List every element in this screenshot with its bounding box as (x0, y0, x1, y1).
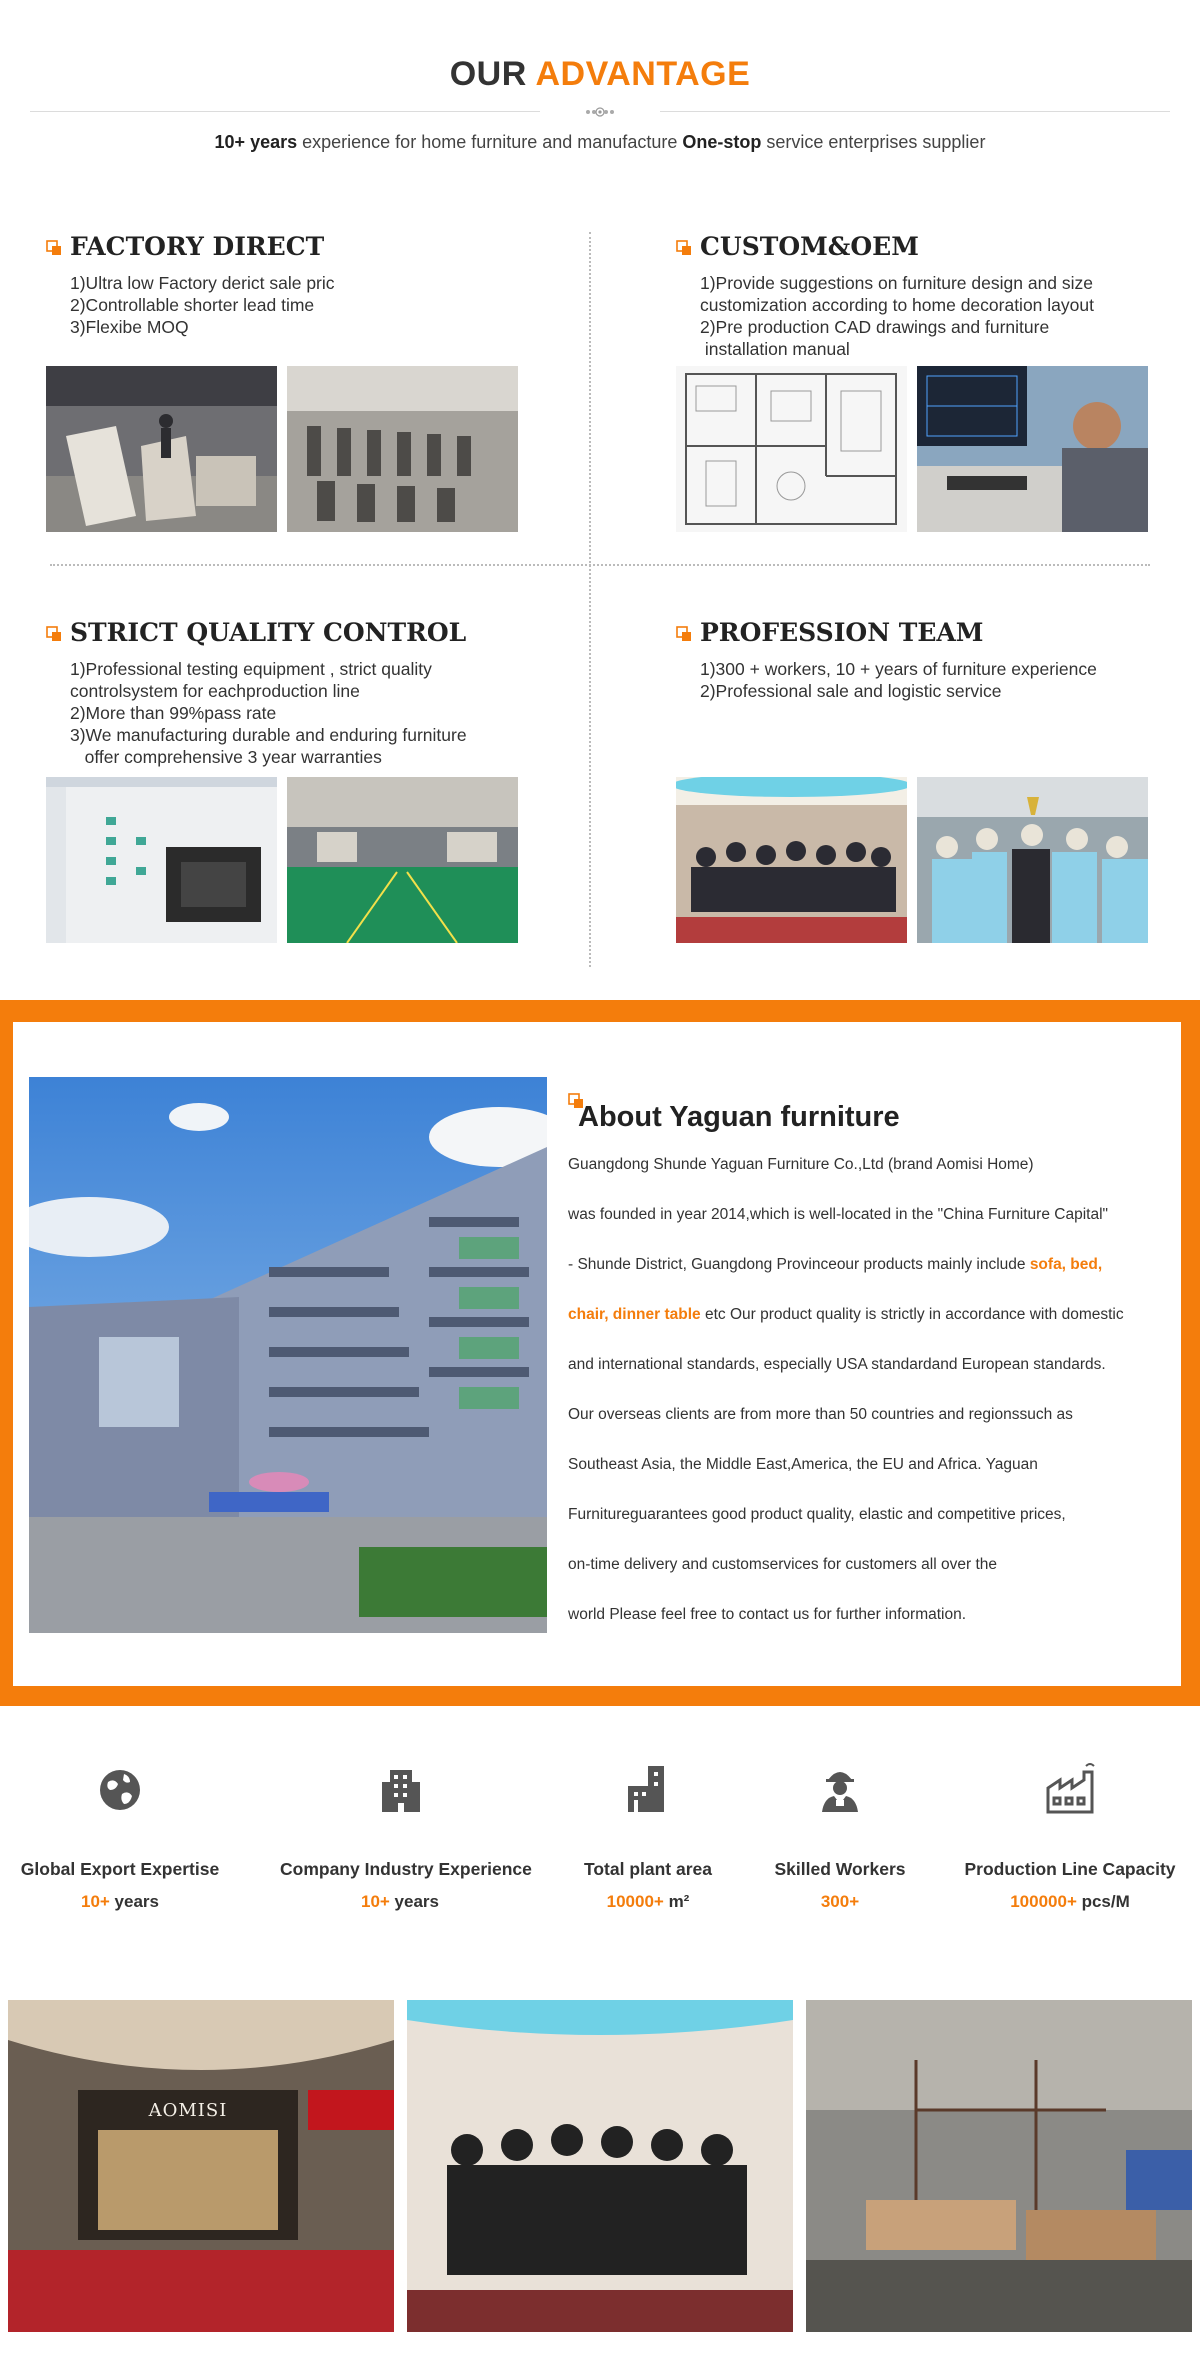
advantage-title: CUSTOM&OEM (700, 232, 919, 261)
advantage-title: PROFESSION TEAM (700, 618, 984, 647)
about-line: and international standards, especially USA standardand European standards. (568, 1356, 1106, 1373)
advantage-images (46, 366, 518, 532)
globe-icon (90, 1760, 150, 1820)
about-line: Furnitureguarantees good product quality, elastic and competitive prices, (568, 1506, 1066, 1523)
about-line: on-time delivery and customservices for customers all over the (568, 1556, 997, 1573)
quality-software-screenshot (46, 777, 277, 943)
factory-chairs-photo (287, 366, 518, 532)
advantage-quality-control (46, 618, 566, 768)
workshop-floor-photo (287, 777, 518, 943)
about-panel (13, 1022, 1181, 1686)
stat-skilled-workers: Skilled Workers 300+ (720, 1760, 960, 1912)
square-bullet-icon (676, 626, 692, 642)
about-line: chair, dinner table etc Our product quality is strictly in accordance with domestic (568, 1306, 1124, 1323)
about-line: - Shunde District, Guangdong Provinceour products mainly include sofa, bed, (568, 1256, 1103, 1273)
square-bullet-icon (46, 626, 62, 642)
about-line: Southeast Asia, the Middle East,America, the EU and Africa. Yaguan (568, 1456, 1038, 1473)
product-highlight: chair, dinner table (568, 1306, 701, 1323)
about-text (568, 1154, 1168, 1654)
floor-plan-drawing (676, 366, 907, 532)
advantage-profession-team (676, 618, 1196, 702)
factory-building-photo (29, 1077, 547, 1633)
about-line: Our overseas clients are from more than 50 countries and regionssuch as (568, 1406, 1073, 1423)
factory-sofa-frames-photo (46, 366, 277, 532)
about-title: About Yaguan furniture (578, 1101, 900, 1133)
about-line: world Please feel free to contact us for further information. (568, 1606, 967, 1623)
company-stats (0, 1760, 1200, 1940)
stat-plant-area: Total plant area 10000+ m² (528, 1760, 768, 1912)
showroom-sign: AOMISI (148, 2100, 228, 2121)
stat-industry-experience: Company Industry Experience 10+ years (280, 1760, 520, 1912)
title-accent: ADVANTAGE (535, 55, 751, 93)
advantage-custom-oem (676, 232, 1196, 360)
advantage-text: 1)Professional testing equipment , strict quality controlsystem for eachproduction line 2)More than 99%pass rate 3)We manufacturing durable and enduring furniture offer comprehensive 3 year warranties (70, 659, 467, 767)
team-banquet-photo (676, 777, 907, 943)
square-bullet-icon (676, 240, 692, 256)
advantage-title: FACTORY DIRECT (70, 232, 325, 261)
worker-icon (810, 1760, 870, 1820)
production-workshop-photo (806, 2000, 1192, 2332)
advantage-images (46, 777, 518, 943)
about-line: Guangdong Shunde Yaguan Furniture Co.,Ltd (brand Aomisi Home) (568, 1156, 1034, 1173)
grid-horizontal-divider (50, 564, 1150, 566)
about-section (0, 1000, 1200, 1706)
advantage-text: 1)Ultra low Factory derict sale pric 2)Controllable shorter lead time 3)Flexibe MOQ (70, 273, 335, 337)
advantage-factory-direct (46, 232, 566, 338)
product-highlight: sofa, bed, (1029, 1256, 1103, 1273)
stat-global-export: Global Export Expertise 10+ years (0, 1760, 240, 1912)
header-subtitle: 10+ years experience for home furniture and manufacture One-stop service enterprises supplier (214, 132, 986, 152)
divider-dots-icon (540, 106, 660, 118)
about-line: was founded in year 2014,which is well-located in the "China Furniture Capital" (568, 1206, 1109, 1223)
team-group-photo (407, 2000, 793, 2332)
factory-icon (1040, 1760, 1100, 1820)
page-title: OUR ADVANTAGE (449, 55, 751, 93)
showroom-photo (8, 2000, 394, 2332)
square-bullet-icon (46, 240, 62, 256)
stat-production-capacity: Production Line Capacity 100000+ pcs/M (950, 1760, 1190, 1912)
team-trophy-photo (917, 777, 1148, 943)
advantage-title: STRICT QUALITY CONTROL (70, 618, 467, 647)
advantage-header (0, 0, 1200, 170)
advantage-images (676, 777, 1148, 943)
office-building-icon (370, 1760, 430, 1820)
cad-designer-photo (917, 366, 1148, 532)
advantage-text: 1)300 + workers, 10 + years of furniture experience 2)Professional sale and logistic service (700, 659, 1097, 701)
plant-building-icon (618, 1760, 678, 1820)
grid-vertical-divider (589, 232, 591, 967)
advantage-images (676, 366, 1148, 532)
gallery (0, 2000, 1200, 2332)
advantage-text: 1)Provide suggestions on furniture design and size customization according to home decoration layout 2)Pre production CAD drawings and furniture installation manual (700, 273, 1094, 359)
